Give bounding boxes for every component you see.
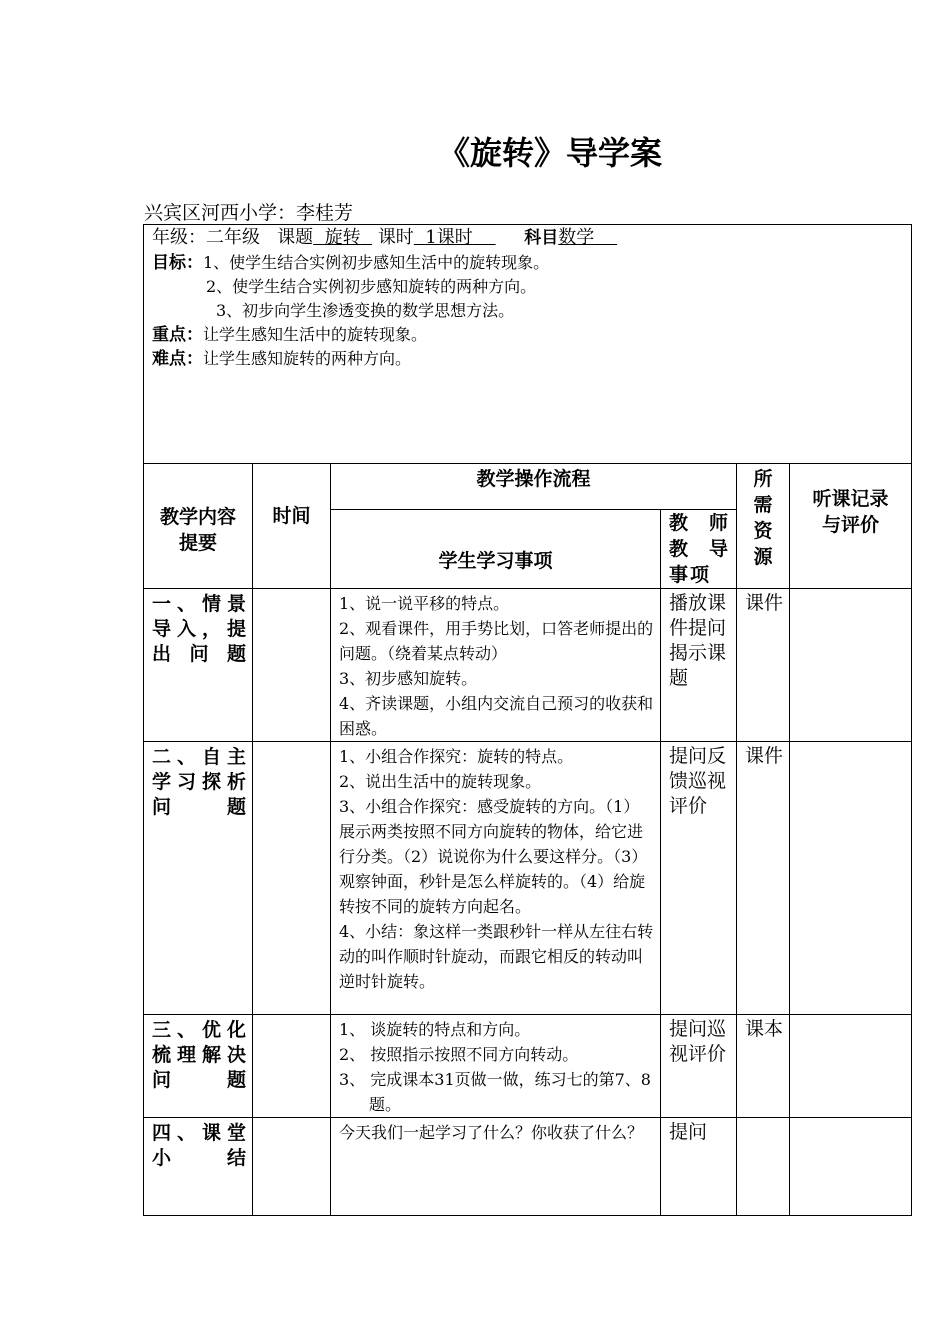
subject-label: 科目 — [524, 228, 559, 248]
period-value: 1课时 — [425, 227, 473, 248]
student-items: 1、小组合作探究：旋转的特点。 2、说出生活中的旋转现象。 3、小组合作探究：感受旋转的方向。（1）展示两类按照不同方向旋转的物体，给它进行分类。（2）说说你为什么要这样分。（3）观察钟面，秒针是怎么样旋转的。（4）给旋转按不同的旋转方向起名。 4、小结：象这样一类跟秒针一样从左往右转动的叫作顺时针旋动，而跟它相反的转动叫逆时针旋转。 — [331, 742, 661, 1015]
section-title: 二、自主学习探析问题 — [144, 742, 253, 1015]
teacher-items: 播放课件提问揭示课题 — [661, 589, 737, 742]
table-row — [144, 589, 912, 742]
section-title: 四、课堂小结 — [144, 1118, 253, 1216]
topic-value: 旋转 — [324, 227, 361, 248]
header-teacher: 教师教导事项 — [661, 510, 737, 589]
table-row — [144, 1015, 912, 1118]
header-student: 学生学习事项 — [331, 510, 661, 589]
table-row — [144, 742, 912, 1015]
table-row — [144, 1118, 912, 1216]
notes-cell — [790, 1118, 912, 1216]
teacher-items: 提问巡视评价 — [661, 1015, 737, 1118]
header-resources: 所需资源 — [737, 464, 790, 589]
key-point-line: 重点：让学生感知生活中的旋转现象。 — [152, 325, 428, 345]
resource-cell: 课件 — [737, 589, 790, 742]
section-title: 三、优化梳理解决问题 — [144, 1015, 253, 1118]
time-cell — [253, 742, 331, 1015]
student-items: 1、说一说平移的特点。 2、观看课件，用手势比划，口答老师提出的问题。（绕着某点转动） 3、初步感知旋转。 4、齐读课题，小组内交流自己预习的收获和困惑。 — [331, 589, 661, 742]
time-cell — [253, 1118, 331, 1216]
page-title: 《旋转》导学案 — [438, 134, 663, 172]
section-title: 一、情景导入，提出问题 — [144, 589, 253, 742]
resource-cell: 课件 — [737, 742, 790, 1015]
student-items: 今天我们一起学习了什么？你收获了什么？ — [331, 1118, 661, 1216]
author-line: 兴宾区河西小学：李桂芳 — [144, 202, 354, 224]
goal-line-1: 目标：1、使学生结合实例初步感知生活中的旋转现象。 — [152, 253, 550, 273]
goal-line-3: 3、初步向学生渗透变换的数学思想方法。 — [216, 301, 515, 320]
notes-cell — [790, 742, 912, 1015]
difficulty-line: 难点：让学生感知旋转的两种方向。 — [152, 349, 412, 369]
header-flow: 教学操作流程 — [331, 464, 737, 510]
time-cell — [253, 1015, 331, 1118]
lesson-meta-line — [152, 225, 911, 251]
lesson-info-cell — [144, 225, 912, 464]
header-time: 时间 — [253, 464, 331, 589]
topic-label: 课题 — [277, 227, 314, 248]
resource-cell — [737, 1118, 790, 1216]
student-items: 1、 谈旋转的特点和方向。 2、 按照指示按照不同方向转动。 3、 完成课本31页做一做，练习七的第7、8题。 — [331, 1015, 661, 1118]
header-notes: 听课记录与评价 — [790, 464, 912, 589]
period-label: 课时 — [377, 227, 414, 248]
teacher-items: 提问反馈巡视评价 — [661, 742, 737, 1015]
resource-cell: 课本 — [737, 1015, 790, 1118]
grade-label: 年级：二年级 — [152, 227, 260, 248]
lesson-plan-table — [143, 224, 912, 1216]
time-cell — [253, 589, 331, 742]
notes-cell — [790, 589, 912, 742]
notes-cell — [790, 1015, 912, 1118]
subject-value: 数学 — [558, 227, 595, 248]
goal-line-2: 2、使学生结合实例初步感知旋转的两种方向。 — [206, 277, 537, 296]
teacher-items: 提问 — [661, 1118, 737, 1216]
header-content-summary: 教学内容提要 — [144, 464, 253, 589]
